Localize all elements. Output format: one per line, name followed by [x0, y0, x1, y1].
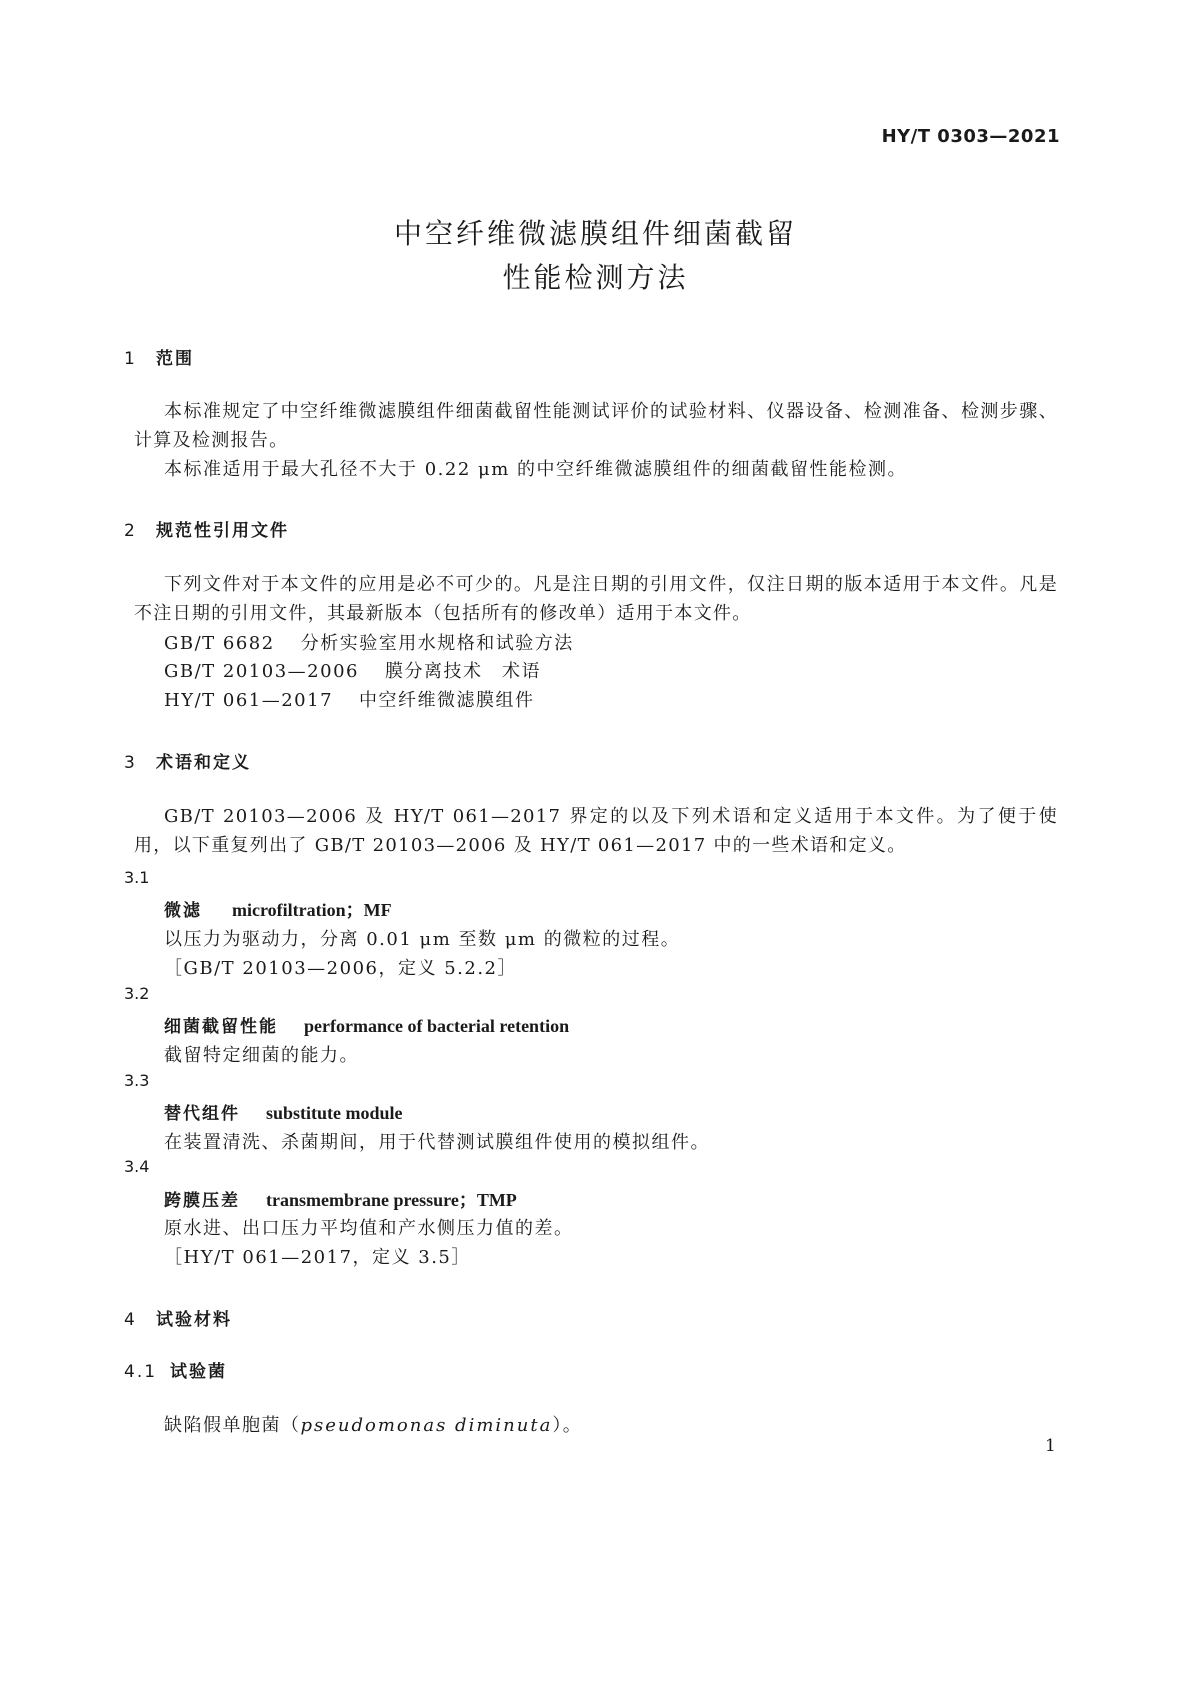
term-number: 3.2: [124, 984, 150, 1003]
subsection-4-1-heading: [124, 1357, 227, 1382]
section-1-paragraph-1: 本标准规定了中空纤维微滤膜组件细菌截留性能测试评价的试验材料、仪器设备、检测准备、检测步骤、计算及检测报告。: [134, 401, 1058, 451]
document-title-line2: 性能检测方法: [502, 261, 689, 294]
text-prefix: 缺陷假单胞菌（: [164, 1415, 301, 1436]
term-english: substitute module: [266, 1103, 403, 1123]
section-3-heading: [124, 748, 251, 773]
term-english: transmembrane pressure；TMP: [266, 1190, 517, 1210]
section-number: 2: [124, 521, 137, 541]
section-number: 3: [124, 753, 137, 773]
term-heading: [164, 1012, 569, 1037]
reference-code: GB/T 20103—2006: [164, 661, 359, 682]
term-number: 3.1: [124, 868, 150, 887]
document-title-line1: 中空纤维微滤膜组件细菌截留: [393, 217, 797, 250]
reference-item: [164, 657, 541, 683]
term-definition: 截留特定细菌的能力。: [164, 1045, 359, 1066]
term-definition: 在装置清洗、杀菌期间，用于代替测试膜组件使用的模拟组件。: [164, 1132, 710, 1153]
term-heading: [164, 896, 392, 922]
section-4-1-text: [164, 1411, 582, 1437]
section-number: 1: [124, 349, 137, 369]
subsection-number: 4.1: [124, 1362, 158, 1382]
section-1-paragraph-2: 本标准适用于最大孔径不大于 0.22 μm 的中空纤维微滤膜组件的细菌截留性能检测。: [164, 459, 908, 480]
term-chinese: 跨膜压差: [164, 1191, 240, 1211]
term-english: performance of bacterial retention: [304, 1016, 570, 1036]
standard-number: HY/T 0303—2021: [881, 126, 1060, 147]
reference-item: [164, 629, 574, 655]
section-1-heading: [124, 344, 194, 369]
page-number: 1: [1045, 1436, 1056, 1456]
term-heading: [164, 1186, 517, 1212]
term-chinese: 微滤: [164, 901, 202, 921]
section-3-paragraph-1: GB/T 20103—2006 及 HY/T 061—2017 界定的以及下列术语和定义适用于本文件。为了便于使用，以下重复列出了 GB/T 20103—2006 及 HY/T 061—2017 中的一些术语和定义。: [134, 806, 1058, 856]
section-title: 规范性引用文件: [156, 521, 289, 541]
reference-title: 中空纤维微滤膜组件: [359, 690, 535, 711]
text-suffix: ）。: [552, 1415, 583, 1436]
term-english: microfiltration；MF: [232, 900, 392, 920]
reference-code: GB/T 6682: [164, 633, 275, 654]
section-title: 术语和定义: [156, 753, 251, 773]
section-2-paragraph-1: 下列文件对于本文件的应用是必不可少的。凡是注日期的引用文件，仅注日期的版本适用于本文件。凡是不注日期的引用文件，其最新版本（包括所有的修改单）适用于本文件。: [134, 574, 1058, 624]
reference-title: 膜分离技术 术语: [384, 661, 541, 682]
section-title: 试验材料: [156, 1310, 232, 1330]
term-definition: 原水进、出口压力平均值和产水侧压力值的差。: [164, 1218, 574, 1239]
reference-title: 分析实验室用水规格和试验方法: [300, 633, 574, 654]
term-definition: 以压力为驱动力，分离 0.01 μm 至数 μm 的微粒的过程。: [164, 929, 681, 950]
subsection-title: 试验菌: [170, 1362, 227, 1382]
term-chinese: 细菌截留性能: [164, 1017, 278, 1037]
reference-item: [164, 686, 535, 712]
latin-species-name: pseudomonas diminuta: [300, 1415, 553, 1436]
term-heading: [164, 1099, 403, 1124]
section-2-heading: [124, 516, 289, 541]
term-source: ［HY/T 061—2017，定义 3.5］: [164, 1247, 471, 1268]
term-source: ［GB/T 20103—2006，定义 5.2.2］: [164, 958, 517, 979]
term-number: 3.3: [124, 1071, 150, 1090]
section-4-heading: [124, 1305, 232, 1330]
section-number: 4: [124, 1310, 137, 1330]
section-title: 范围: [156, 349, 194, 369]
term-chinese: 替代组件: [164, 1104, 240, 1124]
term-number: 3.4: [124, 1157, 150, 1176]
reference-code: HY/T 061—2017: [164, 690, 334, 711]
